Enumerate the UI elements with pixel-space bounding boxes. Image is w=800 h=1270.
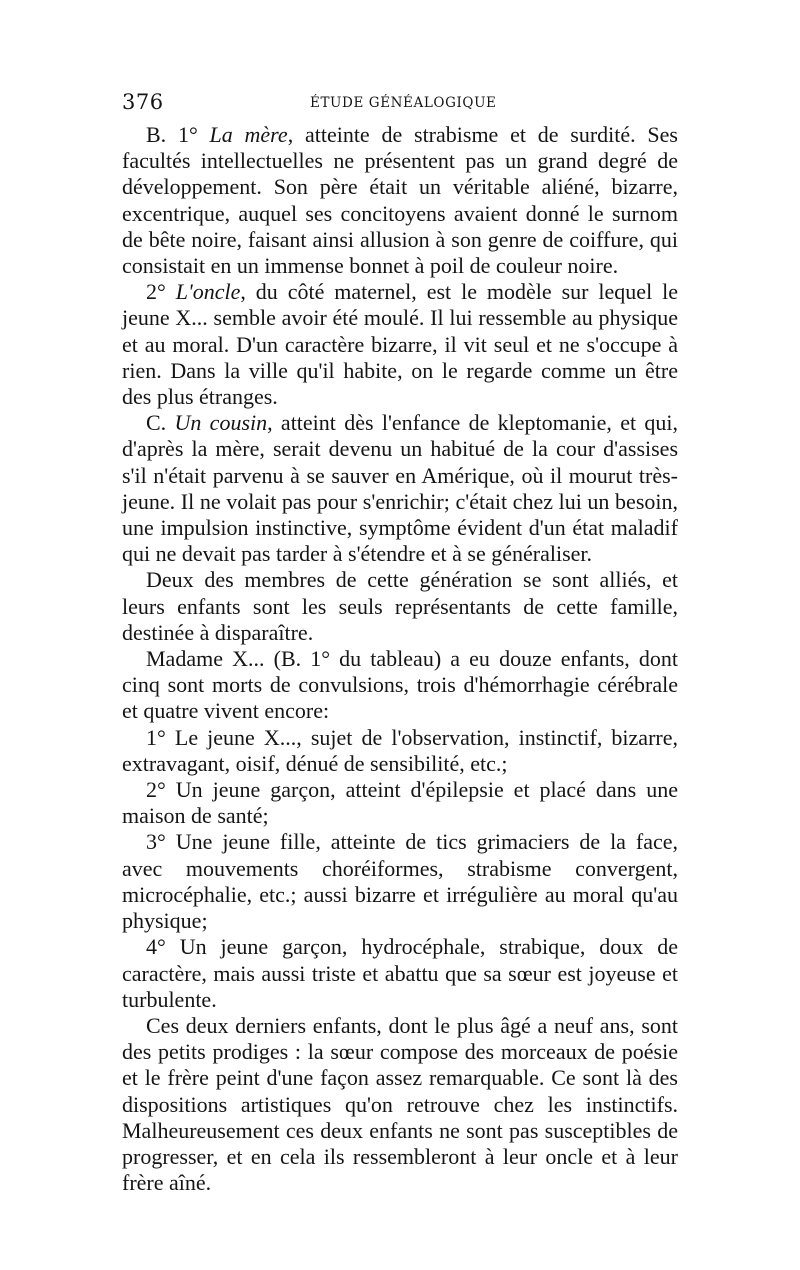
paragraph-lead: 2°: [146, 279, 176, 305]
list-item-1: [122, 725, 678, 777]
paragraph-emphasis: La mère: [209, 122, 288, 147]
page-number: 376: [122, 90, 164, 114]
paragraph-text: Un jeune garçon, hydrocéphale, strabique, doux de caractère, mais aussi triste et abattu que sa sœur est joyeuse et turbulente.: [122, 934, 678, 1012]
paragraph-lead: B. 1°: [146, 122, 210, 147]
list-item-4: [122, 934, 678, 1013]
list-item-3: [122, 829, 678, 934]
paragraph-cousin: [122, 410, 678, 567]
paragraph-text: 1° Le jeune X..., sujet de l'observation, instinctif, bizarre, extravagant, oisif, dénué de sensibilité, etc.;: [122, 724, 678, 776]
paragraph-text: 3° Une jeune fille, atteinte de tics grimaciers de la face, avec mouvements choréiformes, strabisme convergent, microcéphalie, etc.; aussi bizarre et irrégulière au moral qu'au physique;: [122, 829, 678, 934]
page-header: [122, 90, 678, 120]
paragraph-text: 2° Un jeune garçon, atteint d'épilepsie et placé dans une maison de santé;: [122, 777, 678, 829]
paragraph-text: , du côté maternel, est le modèle sur lequel le jeune X... semble avoir été moulé. Il lui ressemble au physique et au moral. D'un caractère bizarre, il vit seul et ne s'occupe à rien. Dans la ville qu'il habite, on le regarde comme un être des plus étranges.: [122, 279, 678, 410]
paragraph-text: , atteinte de strabisme et de surdité. Ses facultés intellectuelles ne présentent pas un grand degré de développement. Son père était un véritable aliéné, bizarre, excentrique, auquel ses concitoyens avaient donné le surnom de bête noire, faisant ainsi allusion à son genre de coiffure, qui consistait en un immense bonnet à poil de couleur noire.: [122, 122, 678, 279]
paragraph-mother: [122, 122, 678, 279]
paragraph-conclusion: [122, 1013, 678, 1196]
document-page: [122, 90, 678, 1196]
paragraph-uncle: [122, 279, 678, 410]
paragraph-generation: [122, 567, 678, 646]
paragraph-lead: 4°: [146, 934, 180, 960]
paragraph-madame: [122, 646, 678, 725]
paragraph-lead: C.: [146, 410, 175, 436]
paragraph-text: Deux des membres de cette génération se sont alliés, et leurs enfants sont les seuls représentants de cette famille, destinée à disparaître.: [122, 567, 678, 645]
paragraph-emphasis: Un cousin: [174, 410, 268, 436]
paragraph-text: Madame X... (B. 1° du tableau) a eu douze enfants, dont cinq sont morts de convulsions, trois d'hémorrhagie cérébrale et quatre vivent encore:: [122, 646, 678, 724]
paragraph-emphasis: L'oncle: [175, 279, 241, 305]
paragraph-text: Ces deux derniers enfants, dont le plus âgé a neuf ans, sont des petits prodiges : la sœur compose des morceaux de poésie et le frère peint d'une façon assez remarquable. Ce sont là des dispositions artistiques qu'on retrouve chez les instinctifs. Malheureusement ces deux enfants ne sont pas susceptibles de progresser, et en cela ils ressembleront à leur oncle et à leur frère aîné.: [122, 1012, 678, 1196]
body-text: [122, 122, 678, 1196]
paragraph-text: , atteint dès l'enfance de kleptomanie, et qui, d'après la mère, serait devenu un habitué de la cour d'assises s'il n'était parvenu à se sauver en Amérique, où il mourut très-jeune. Il ne volait pas pour s'enrichir; c'était chez lui un besoin, une impulsion instinctive, symptôme évident d'un état maladif qui ne devait pas tarder à s'étendre et à se généraliser.: [122, 410, 679, 567]
list-item-2: [122, 777, 678, 829]
running-title: ÉTUDE GÉNÉALOGIQUE: [310, 95, 497, 111]
